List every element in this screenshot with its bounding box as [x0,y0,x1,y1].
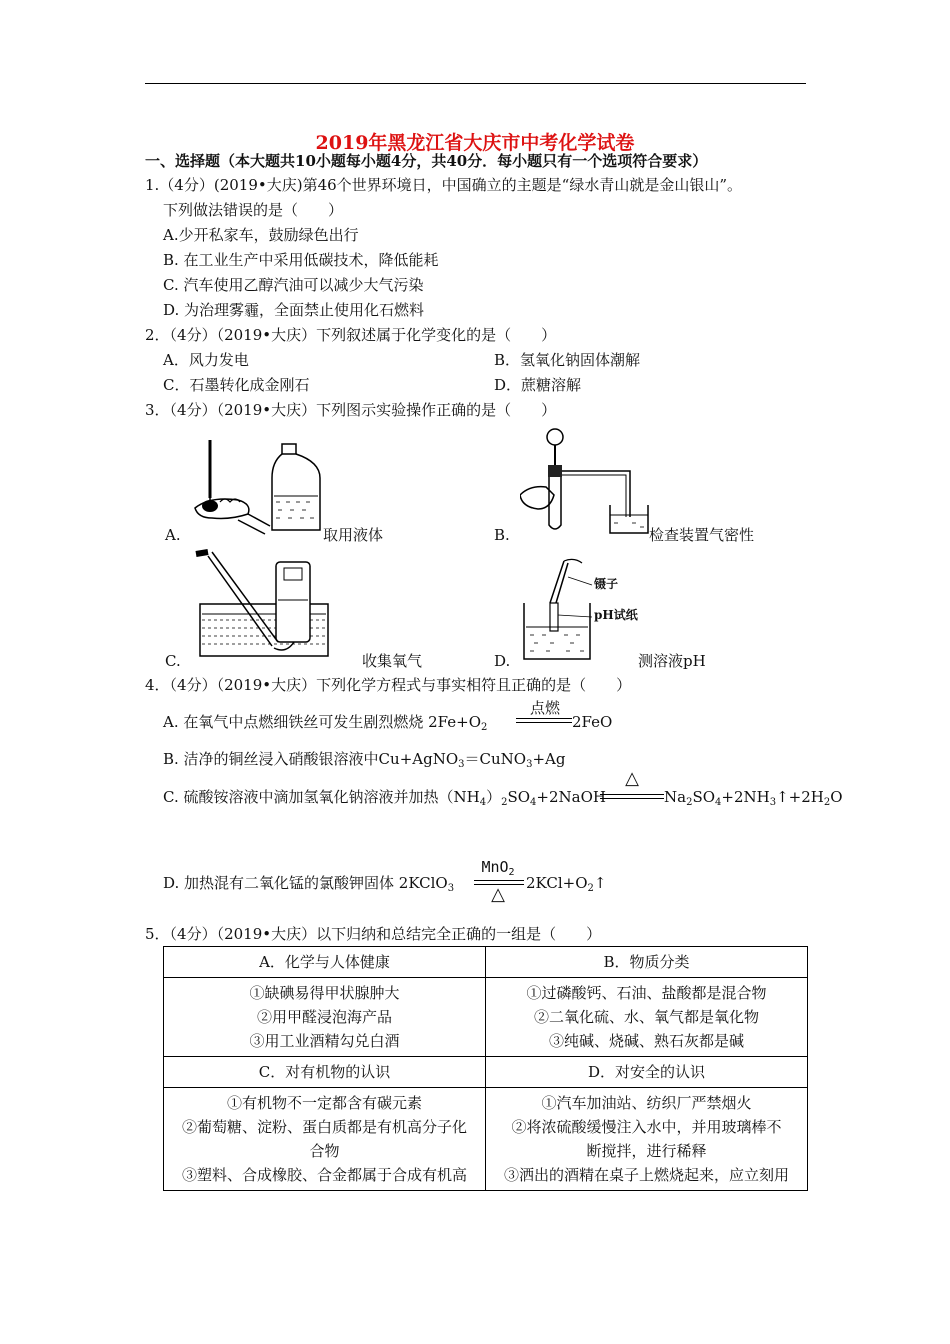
figure-dropper-bottle [190,438,330,538]
q3-d-label-paper: pH试纸 [594,608,638,622]
q5-table [163,946,808,1191]
section-heading: 一、选择题（本大题共10小题每小题4分，共40分．每小题只有一个选项符合要求） [145,152,708,170]
q1-stem: 1.（4分）(2019•大庆)第46个世界环境日，中国确立的主题是“绿水青山就是金山银山”。 [145,176,743,194]
q3-c-letter: C. [165,652,181,670]
q3-b-letter: B. [494,526,510,544]
q1-stem-cont: 下列做法错误的是（ ） [163,201,344,219]
q3-d-caption: 测溶液pH [638,652,706,670]
table-head-a: A．化学与人体健康 [164,947,486,978]
table-cell-d: ①汽车加油站、纺织厂严禁烟火 ②将浓硫酸缓慢注入水中，并用玻璃棒不 断搅拌，进行稀释 ③洒出的酒精在桌子上燃烧起来，应立刻用 [486,1088,808,1191]
q2-option-c: C．石墨转化成金刚石 [163,376,310,394]
q3-c-caption: 收集氧气 [362,652,423,670]
q4-stem: 4．（4分）（2019•大庆）下列化学方程式与事实相符且正确的是（ ） [145,676,632,694]
table-cell-b: ①过磷酸钙、石油、盐酸都是混合物 ②二氧化硫、水、氧气都是氧化物 ③纯碱、烧碱、熟石灰都是碱 [486,978,808,1057]
q4-c-products: $Na_2SO_4+2NH_3↑+2H_2O$ [664,788,843,808]
q4-c-condition: △ [625,768,639,789]
q1-option-d: D. 为治理雾霾，全面禁止使用化石燃料 [163,301,425,319]
q4-a-equals [516,718,572,723]
q5-stem: 5．（4分）（2019•大庆）以下归纳和总结完全正确的一组是（ ） [145,925,602,943]
q3-d-letter: D. [494,652,511,670]
q3-a-letter: A. [165,526,181,544]
figure-airtightness-check [520,425,655,537]
q4-a-product: 2FeO [572,713,613,731]
q4-d-condition-top: MnO$_2$ [481,858,515,878]
q3-stem: 3．（4分）（2019•大庆）下列图示实验操作正确的是（ ） [145,401,557,419]
q2-option-b: B．氢氧化钠固体潮解 [494,351,641,369]
q4-d-condition-bottom: △ [491,884,505,905]
q3-b-caption: 检查装置气密性 [649,526,755,544]
q3-a-caption: 取用液体 [323,526,384,544]
q4-a-condition: 点燃 [529,699,560,717]
table-head-b: B．物质分类 [486,947,808,978]
q4-d-products: $2KCl+O_2↑$ [526,874,607,894]
q1-option-c: C. 汽车使用乙醇汽油可以减少大气污染 [163,276,424,294]
q4-option-c: C. 硫酸铵溶液中滴加氢氧化钠溶液并加热$(NH_4)_2SO_4+2NaOH$ [163,788,606,808]
q2-stem: 2．（4分）（2019•大庆）下列叙述属于化学变化的是（ ） [145,326,557,344]
page-title: 2019年黑龙江省大庆市中考化学试卷 [315,132,635,154]
q4-c-equals [600,794,664,799]
header-rule [145,83,806,84]
table-head-c: C．对有机物的认识 [164,1057,486,1088]
table-cell-c: ①有机物不一定都含有碳元素 ②葡萄糖、淀粉、蛋白质都是有机高分子化 合物 ③塑料、合成橡胶、合金都属于合成有机高 [164,1088,486,1191]
table-head-d: D．对安全的认识 [486,1057,808,1088]
q2-option-a: A．风力发电 [163,351,249,369]
q4-option-b: B. 洁净的铜丝浸入硝酸银溶液中Cu+AgNO$_3$＝CuNO$_3$+Ag [163,750,566,770]
q1-option-a: A.少开私家车，鼓励绿色出行 [163,226,359,244]
q1-option-b: B. 在工业生产中采用低碳技术，降低能耗 [163,251,439,269]
q3-d-label-tweezers: 镊子 [594,577,619,591]
q2-option-d: D．蔗糖溶解 [494,376,582,394]
figure-gas-collection [190,548,338,658]
table-cell-a: ①缺碘易得甲状腺肿大 ②用甲醛浸泡海产品 ③用工业酒精勾兑白酒 [164,978,486,1057]
q4-option-d: D. 加热混有二氧化锰的氯酸钾固体 2KClO$_3$ [163,874,455,894]
q4-option-a: A. 在氧气中点燃细铁丝可发生剧烈燃烧 $2Fe+O_2$ [163,713,488,733]
